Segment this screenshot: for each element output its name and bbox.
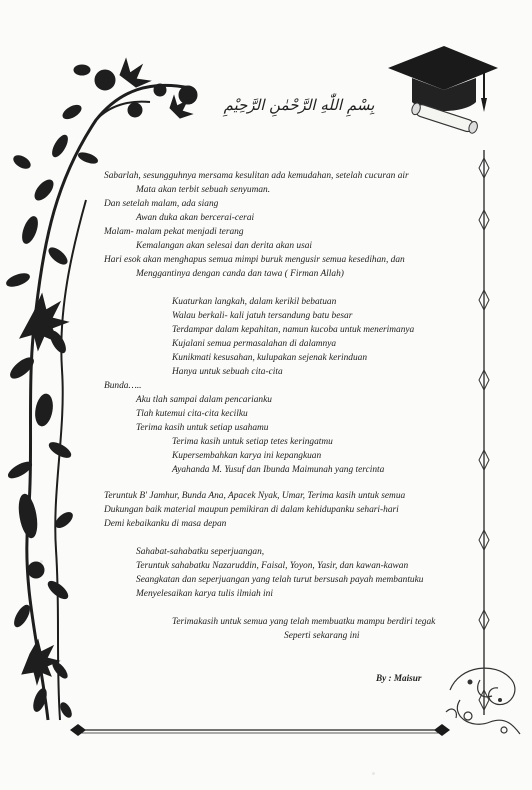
signature: By : Maisur [376, 673, 422, 683]
poem-line: Hari esok akan menghapus semua mimpi buruk mengusir semua kesedihan, dan [104, 255, 405, 265]
poem-line: Awan duka akan bercerai-cerai [136, 213, 255, 223]
poem-line: Sahabat-sahabatku seperjuangan, [136, 547, 265, 557]
paper-speck [372, 772, 375, 775]
poem-line: Terimakasih untuk semua yang telah membuatku mampu berdiri tegak [172, 617, 436, 627]
poem-line: Seperti sekarang ini [284, 631, 360, 641]
poem-line: Ayahanda M. Yusuf dan Ibunda Maimunah yang tercinta [172, 465, 385, 475]
bismillah-heading: بِسْمِ اللّٰهِ الرَّحْمٰنِ الرَّحِيْمِ [223, 96, 375, 114]
poem-line: Terdampar dalam kepahitan, namun kucoba untuk menerimanya [172, 325, 415, 335]
poem-line: Terima kasih untuk setiap tetes keringatmu [172, 437, 333, 447]
poem-line: Walau berkali- kali jatuh tersandung batu besar [172, 311, 353, 321]
poem-line: Menyelesaikan karya tulis ilmiah ini [136, 589, 273, 599]
graduation-cap-icon [384, 40, 502, 135]
poem-line: Menggantinya dengan canda dan tawa ( Firman Allah) [136, 269, 344, 279]
poem-line: Seangkatan dan seperjuangan yang telah turut bersusah payah membantuku [136, 575, 424, 585]
poem-line: Hanya untuk sebuah cita-cita [172, 367, 283, 377]
poem-line: Aku tlah sampai dalam pencarianku [136, 395, 272, 405]
poem-line: Dan setelah malam, ada siang [104, 199, 219, 209]
poem-line: Kujalani semua permasalahan di dalamnya [172, 339, 337, 349]
poem-line: Dukungan baik material maupun pemikiran di dalam kehidupanku sehari-hari [104, 505, 399, 515]
poem-line: Malam- malam pekat menjadi terang [104, 227, 244, 237]
poem-line: Mata akan terbit sebuah senyuman. [136, 185, 271, 195]
poem-line: Kunikmati kesusahan, kulupakan sejenak kerinduan [172, 353, 368, 363]
poem-line: Teruntuk B' Jamhur, Bunda Ana, Apacek Nyak, Umar, Terima kasih untuk semua [104, 491, 406, 501]
poem-line: Kuaturkan langkah, dalam kerikil bebatuan [172, 297, 337, 307]
poem-line: Teruntuk sahabatku Nazaruddin, Faisal, Yoyon, Yasir, dan kawan-kawan [136, 561, 409, 571]
poem-line: Demi kebaikanku di masa depan [104, 519, 227, 529]
poem-line: Sabarlah, sesungguhnya mersama kesulitan ada kemudahan, setelah cucuran air [104, 171, 409, 181]
bottom-border-decoration [68, 718, 452, 742]
poem-line: Kemalangan akan selesai dan derita akan usai [136, 241, 313, 251]
right-border-decoration [474, 150, 494, 715]
poem-line: Tlah kutemui cita-cita kecilku [136, 409, 248, 419]
poem-line: Bunda….. [104, 381, 142, 391]
flourish-ornament [440, 660, 526, 740]
poem-line: Kupersembahkan karya ini kepangkuan [172, 451, 322, 461]
poem-line: Terima kasih untuk setiap usahamu [136, 423, 269, 433]
